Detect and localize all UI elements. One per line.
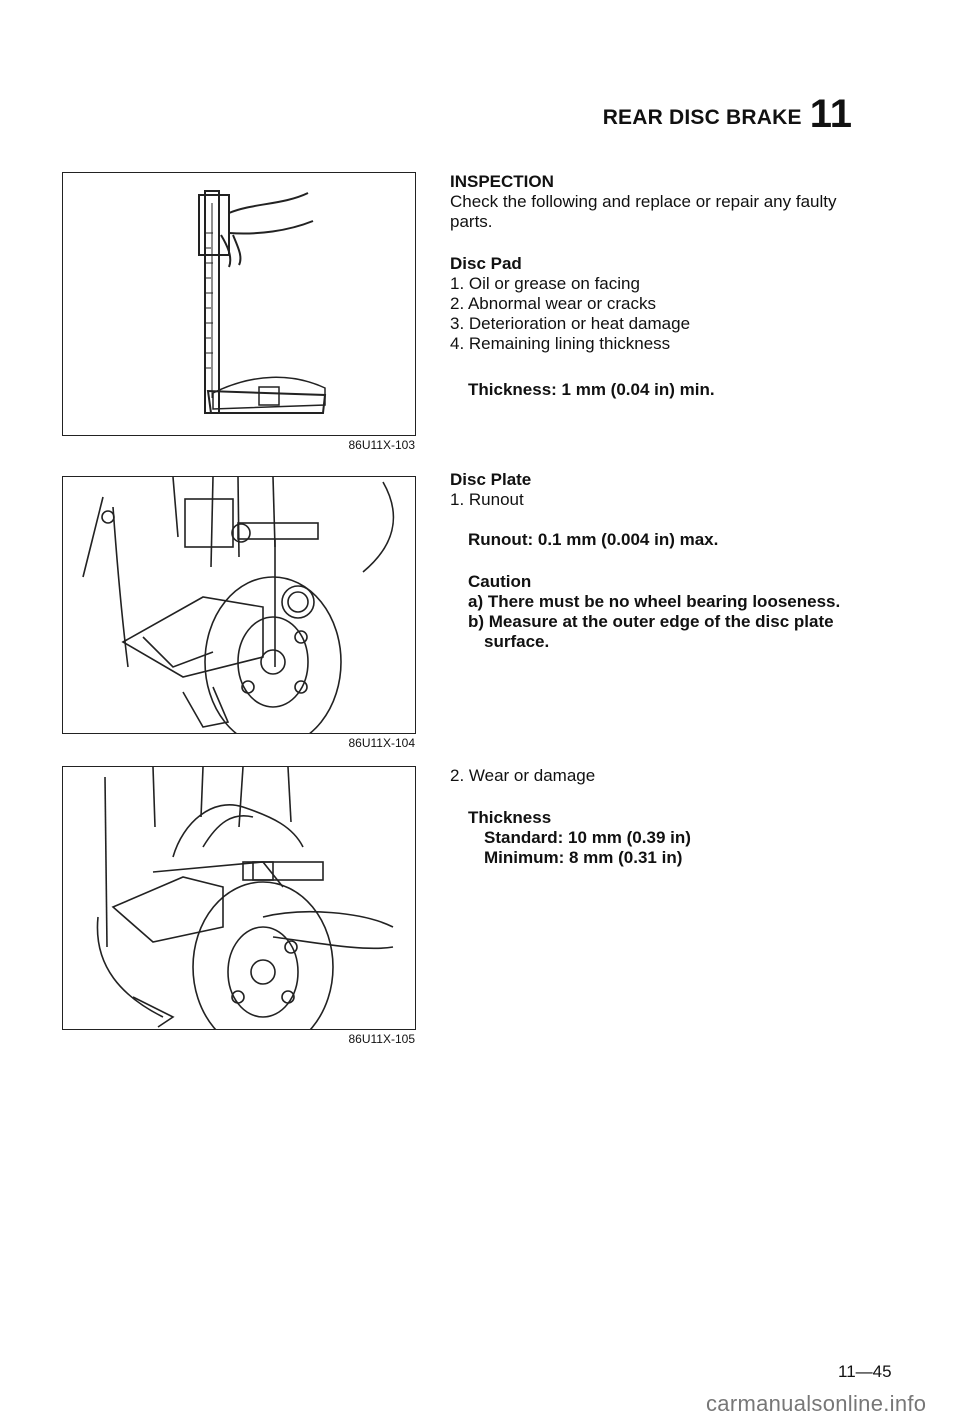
list-item: 4. Remaining lining thickness bbox=[450, 334, 671, 353]
list-item: 1. Oil or grease on facing bbox=[450, 274, 640, 293]
minimum-spec: Minimum: 8 mm (0.31 in) bbox=[484, 848, 683, 867]
pad-thickness-spec: Thickness: 1 mm (0.04 in) min. bbox=[468, 380, 715, 399]
disc-pad-heading: Disc Pad bbox=[450, 254, 522, 273]
inspection-intro: Check the following and replace or repair any faulty parts. bbox=[450, 192, 837, 231]
figure-caption: 86U11X-105 bbox=[348, 1032, 415, 1046]
page-number: 11—45 bbox=[838, 1362, 892, 1381]
inspection-section bbox=[450, 172, 880, 232]
disc-thickness-spec bbox=[468, 808, 888, 868]
figure-pad-thickness bbox=[62, 172, 416, 436]
caliper-measure-illustration bbox=[63, 173, 415, 435]
figure-disc-thickness bbox=[62, 766, 416, 1030]
figure-disc-runout bbox=[62, 476, 416, 734]
caution-item: a) There must be no wheel bearing looseness. bbox=[468, 592, 841, 611]
disc-plate-heading: Disc Plate bbox=[450, 470, 532, 489]
figure-caption: 86U11X-104 bbox=[348, 736, 415, 750]
watermark: carmanualsonline.info bbox=[706, 1391, 927, 1416]
list-item: 2. Abnormal wear or cracks bbox=[450, 294, 656, 313]
list-item: 3. Deterioration or heat damage bbox=[450, 314, 691, 333]
section-title: REAR DISC BRAKE bbox=[602, 106, 802, 129]
inspection-heading: INSPECTION bbox=[450, 172, 554, 191]
standard-spec: Standard: 10 mm (0.39 in) bbox=[484, 828, 691, 847]
list-item: 2. Wear or damage bbox=[450, 766, 596, 785]
micrometer-illustration bbox=[63, 767, 415, 1029]
dial-indicator-illustration bbox=[63, 477, 415, 733]
page-header bbox=[0, 92, 852, 137]
chapter-number: 11 bbox=[809, 92, 852, 136]
disc-plate-section bbox=[450, 470, 880, 510]
list-item: 1. Runout bbox=[450, 490, 524, 509]
caution-item: b) Measure at the outer edge of the disc plate bbox=[468, 612, 834, 631]
disc-pad-section bbox=[450, 254, 880, 354]
figure-caption: 86U11X-103 bbox=[348, 438, 415, 452]
caution-block bbox=[468, 572, 888, 652]
thickness-heading: Thickness bbox=[468, 808, 552, 827]
runout-spec: Runout: 0.1 mm (0.004 in) max. bbox=[468, 530, 719, 549]
caution-item-continued: surface. bbox=[484, 632, 550, 651]
caution-heading: Caution bbox=[468, 572, 532, 591]
